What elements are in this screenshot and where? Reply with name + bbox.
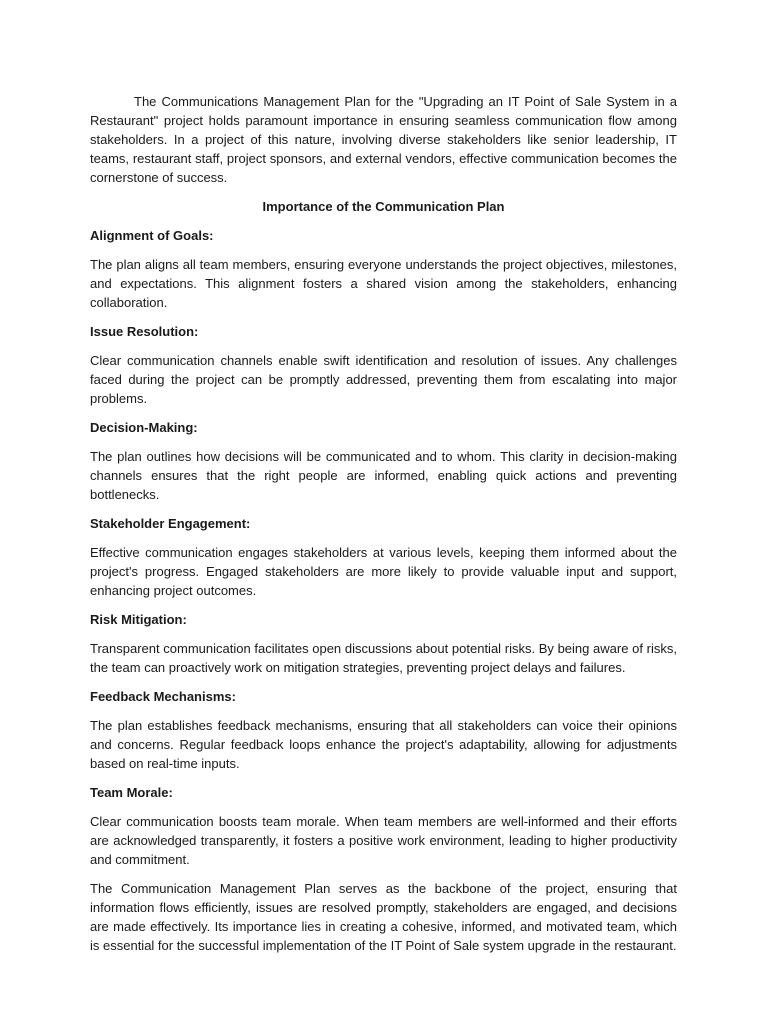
document-page	[90, 92, 677, 965]
conclusion-paragraph: The Communication Management Plan serves as the backbone of the project, ensuring that information flows efficiently, issues are resolved promptly, stakeholders are engaged, and decisions are made effectively. Its importance lies in creating a cohesive, informed, and motivated team, which is essential for the successful implementation of the IT Point of Sale system upgrade in the restaurant.	[90, 881, 677, 953]
section-body: Clear communication boosts team morale. When team members are well-informed and their efforts are acknowledged transparently, it fosters a positive work environment, leading to higher productivity and commitment.	[90, 814, 677, 867]
section-body: Transparent communication facilitates open discussions about potential risks. By being aware of risks, the team can proactively work on mitigation strategies, preventing project delays and failures.	[90, 641, 677, 675]
intro-paragraph: The Communications Management Plan for the "Upgrading an IT Point of Sale System in a Restaurant" project holds paramount importance in ensuring seamless communication flow among stakeholders. In a project of this nature, involving diverse stakeholders like senior leadership, IT teams, restaurant staff, project sponsors, and external vendors, effective communication becomes the cornerstone of success.	[90, 94, 677, 185]
section-body: The plan aligns all team members, ensuring everyone understands the project objectives, milestones, and expectations. This alignment fosters a shared vision among the stakeholders, enhancing collaboration.	[90, 257, 677, 310]
section-alignment-of-goals	[90, 226, 677, 312]
section-team-morale	[90, 783, 677, 869]
section-heading: Feedback Mechanisms:	[90, 689, 236, 704]
section-feedback-mechanisms	[90, 687, 677, 773]
section-heading: Team Morale:	[90, 785, 173, 800]
section-heading: Risk Mitigation:	[90, 612, 187, 627]
section-stakeholder-engagement	[90, 514, 677, 600]
section-heading: Alignment of Goals:	[90, 228, 214, 243]
section-heading: Stakeholder Engagement:	[90, 516, 251, 531]
section-body: Clear communication channels enable swift identification and resolution of issues. Any challenges faced during the project can be promptly addressed, preventing them from escalating into major problems.	[90, 353, 677, 406]
section-risk-mitigation	[90, 610, 677, 677]
section-issue-resolution	[90, 322, 677, 408]
section-body: The plan outlines how decisions will be communicated and to whom. This clarity in decision-making channels ensures that the right people are informed, enabling quick actions and preventing bottlenecks.	[90, 449, 677, 502]
section-title: Importance of the Communication Plan	[262, 199, 505, 214]
section-body: Effective communication engages stakeholders at various levels, keeping them informed about the project's progress. Engaged stakeholders are more likely to provide valuable input and support, enhancing project outcomes.	[90, 545, 677, 598]
section-body: The plan establishes feedback mechanisms, ensuring that all stakeholders can voice their opinions and concerns. Regular feedback loops enhance the project's adaptability, allowing for adjustments based on real-time inputs.	[90, 718, 677, 771]
section-heading: Issue Resolution:	[90, 324, 199, 339]
section-heading: Decision-Making:	[90, 420, 198, 435]
section-decision-making	[90, 418, 677, 504]
